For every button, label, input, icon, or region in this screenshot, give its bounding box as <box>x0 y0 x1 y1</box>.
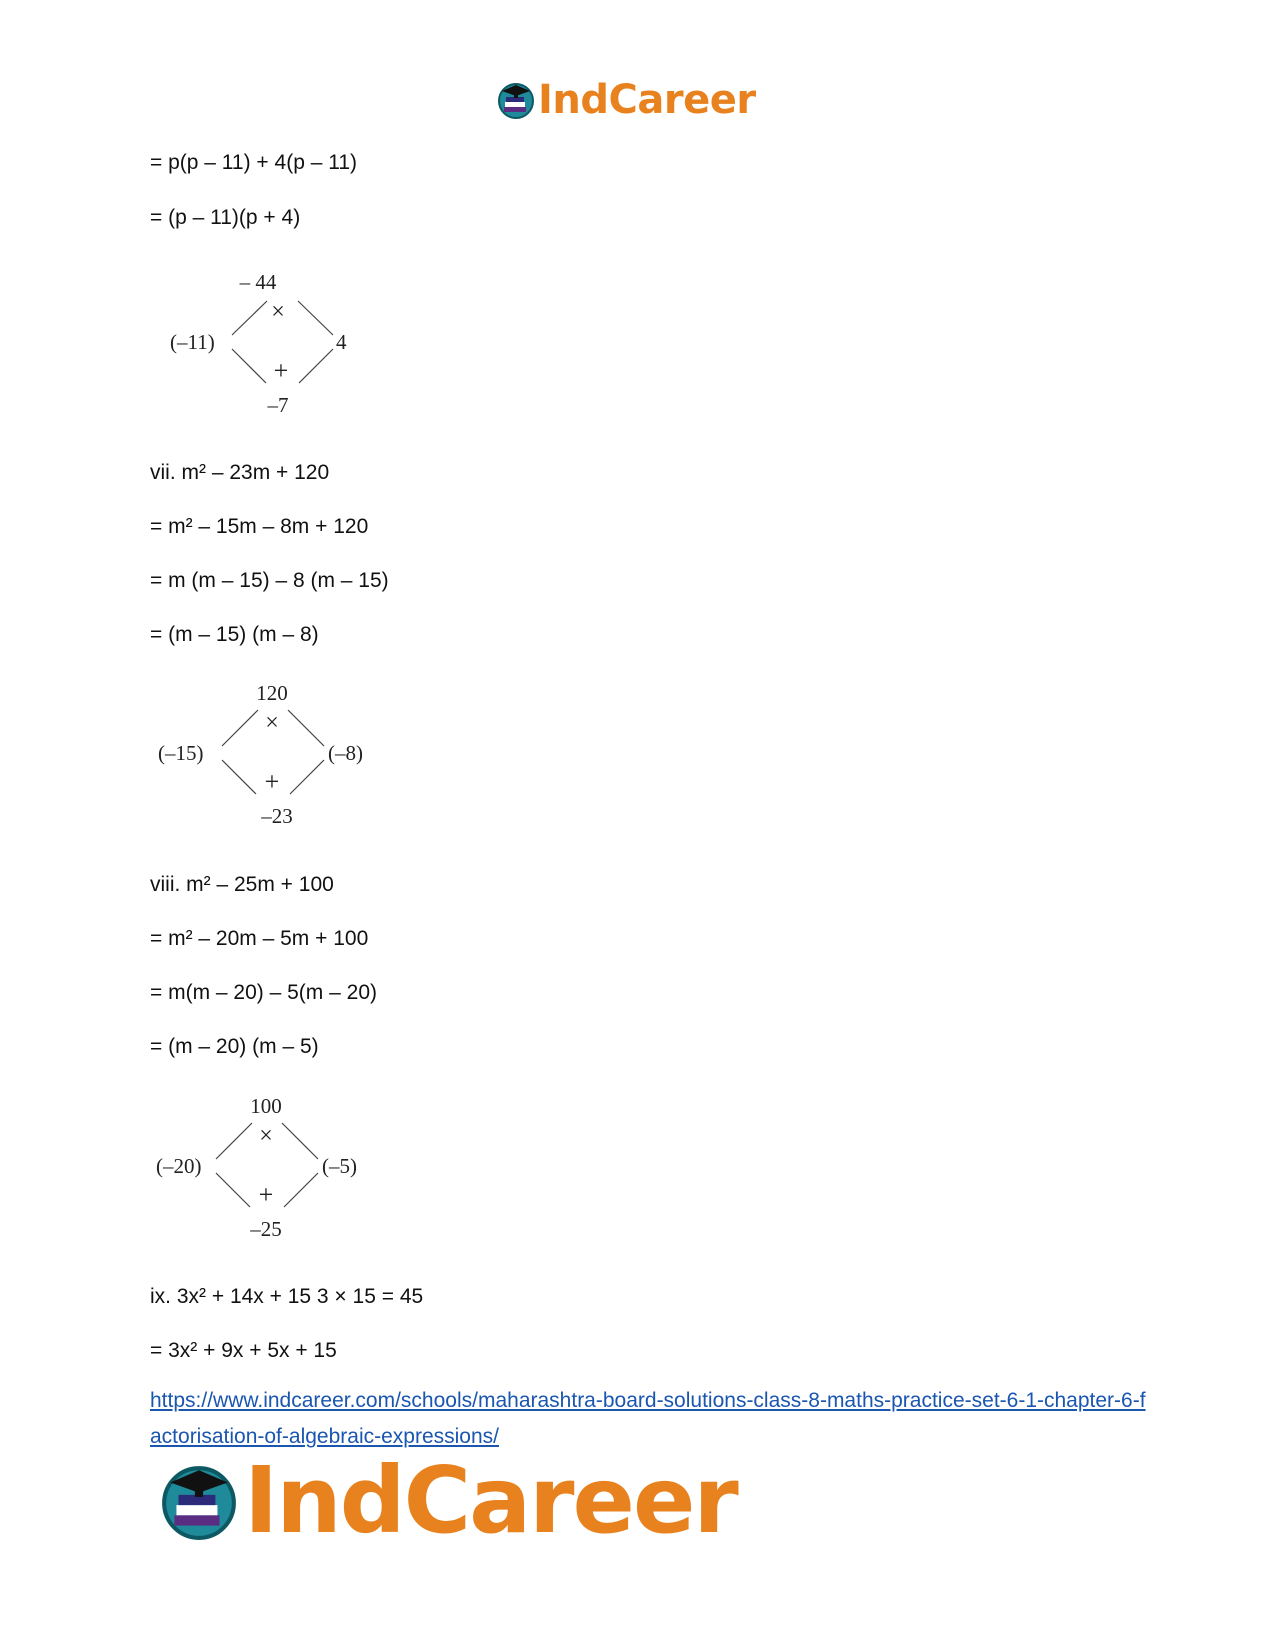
arrow-line <box>299 349 333 383</box>
math-line: = m (m – 15) – 8 (m – 15) <box>150 569 389 592</box>
diagram-left: (–11) <box>170 330 215 354</box>
logo-globe-icon <box>496 80 536 120</box>
diagram-times: × <box>265 710 279 736</box>
diagram-sum: –25 <box>250 1217 282 1241</box>
math-line: = p(p – 11) + 4(p – 11) <box>150 151 358 174</box>
arrow-line <box>290 760 324 794</box>
arrow-line <box>282 1123 318 1159</box>
math-line: = 3x² + 9x + 5x + 15 <box>150 1339 337 1362</box>
question-line: ix. 3x² + 14x + 15 3 × 15 = 45 <box>150 1285 424 1308</box>
question-line: viii. m² – 25m + 100 <box>150 873 334 896</box>
arrow-line <box>216 1123 252 1159</box>
diagram-product: 100 <box>250 1094 282 1118</box>
arrow-line <box>284 1173 318 1207</box>
header-logo <box>496 77 756 123</box>
math-line: = m² – 20m – 5m + 100 <box>150 927 369 950</box>
math-line: = (p – 11)(p + 4) <box>150 206 301 229</box>
logo-globe-icon <box>158 1460 240 1542</box>
diagram-sum: –7 <box>267 393 289 417</box>
diagram-times: × <box>259 1123 273 1149</box>
diagram-plus: + <box>264 767 280 796</box>
arrow-line <box>298 301 333 335</box>
diagram-right: (–5) <box>322 1154 357 1178</box>
diagram-right: 4 <box>336 330 347 354</box>
diagram-left: (–20) <box>156 1154 202 1178</box>
factor-diagram <box>150 676 390 836</box>
diagram-right: (–8) <box>328 741 363 765</box>
factor-diagram <box>150 1089 390 1249</box>
question-line: vii. m² – 23m + 120 <box>150 461 330 484</box>
diagram-left: (–15) <box>158 741 204 765</box>
logo-text: IndCareer <box>244 1447 737 1554</box>
math-line: = (m – 15) (m – 8) <box>150 623 319 646</box>
diagram-times: × <box>271 299 285 325</box>
source-link[interactable]: https://www.indcareer.com/schools/maharashtra-board-solutions-class-8-maths-practice-set-6-1-chapter-6-factorisation-of-algebraic-expressions/ <box>150 1389 1146 1448</box>
logo-text: IndCareer <box>538 77 756 123</box>
arrow-line <box>222 760 256 794</box>
footer-logo <box>158 1447 737 1554</box>
math-line: = (m – 20) (m – 5) <box>150 1035 319 1058</box>
factor-diagram <box>150 265 390 425</box>
math-line: = m(m – 20) – 5(m – 20) <box>150 981 377 1004</box>
diagram-product: 120 <box>256 681 288 705</box>
math-line: = m² – 15m – 8m + 120 <box>150 515 369 538</box>
diagram-plus: + <box>258 1180 274 1209</box>
diagram-product: – 44 <box>239 270 277 294</box>
arrow-line <box>232 301 267 335</box>
diagram-plus: + <box>273 356 289 385</box>
diagram-sum: –23 <box>261 804 293 828</box>
arrow-line <box>216 1173 250 1207</box>
arrow-line <box>288 710 324 746</box>
arrow-line <box>232 349 266 383</box>
arrow-line <box>222 710 258 746</box>
